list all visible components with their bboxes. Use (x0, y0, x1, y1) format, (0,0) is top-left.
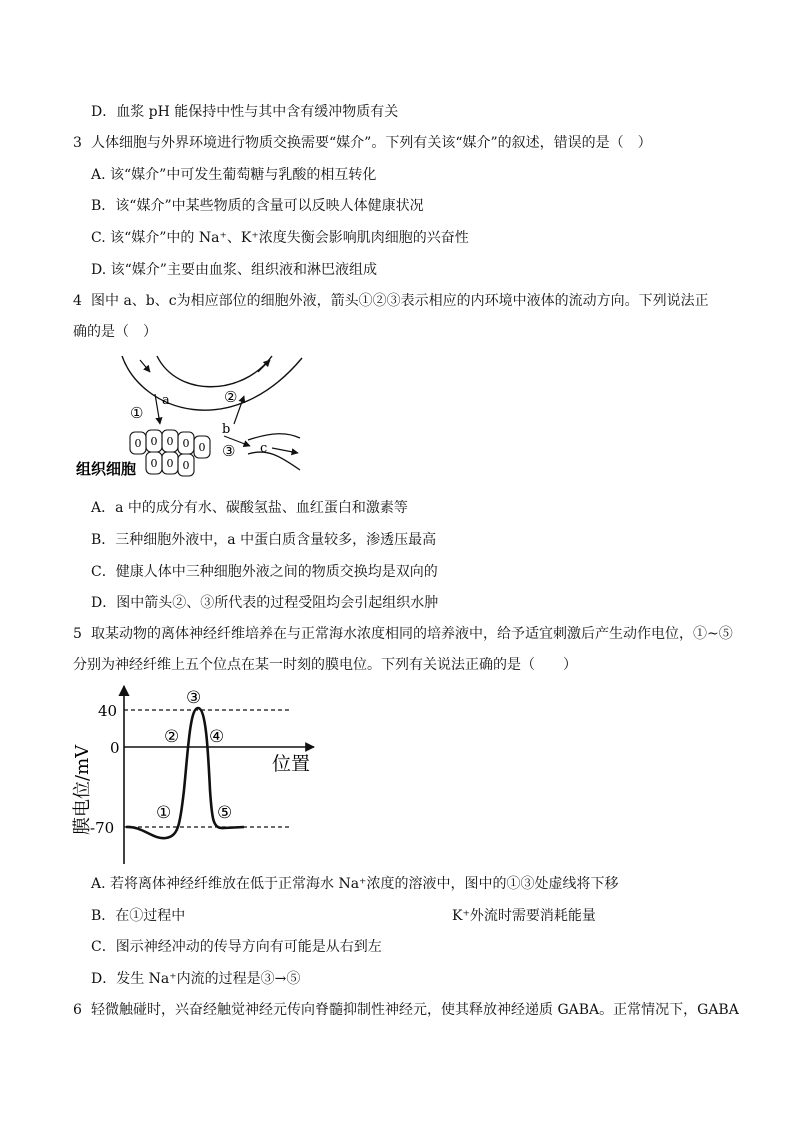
q3-option-c: C. 该“媒介”中的 Na⁺、K⁺浓度失衡会影响肌肉细胞的兴奋性 (91, 230, 469, 246)
capillary-outer-wall (122, 356, 302, 410)
lymph-vessel-lower (248, 452, 300, 470)
y-tick-0: 0 (110, 739, 120, 757)
arrow-1-label: ① (130, 404, 144, 422)
q3-stem: 人体细胞与外界环境进行物质交换需要“媒介”。下列有关该“媒介”的叙述，错误的是（ ） (91, 135, 652, 151)
blood-flow-arrow-left (140, 360, 150, 372)
capillary-inner-wall (157, 356, 272, 387)
q5-option-c: C．图示神经冲动的传导方向有可能是从右到左 (91, 939, 382, 955)
q5-figure (68, 680, 328, 870)
q5-number: 5 (73, 626, 82, 642)
q5-stem-line2: 分别为神经纤维上五个位点在某一时刻的膜电位。下列有关说法正确的是（ ） (73, 657, 577, 673)
y-tick-40: 40 (98, 702, 118, 720)
q5-stem-line1: 取某动物的离体神经纤维培养在与正常海水浓度相同的培养液中，给予适宜刺激后产生动作电位，①~⑤ (91, 626, 733, 642)
q3-option-a: A. 该“媒介”中可发生葡萄糖与乳酸的相互转化 (91, 167, 377, 183)
svg-text:0: 0 (150, 457, 158, 470)
y-axis-label: 膜电位/mV (72, 744, 93, 835)
label-b: b (222, 422, 231, 437)
q6-stem: 轻微触碰时，兴奋经触觉神经元传向脊髓抑制性神经元，使其释放神经递质 GABA。正常情况下，GABA (91, 1002, 739, 1018)
point-2: ② (164, 727, 180, 747)
q3-option-d: D. 该“媒介”主要由血浆、组织液和淋巴液组成 (91, 262, 377, 278)
cell-nuclei (135, 435, 206, 472)
point-1: ① (156, 803, 172, 823)
tissue-cell-label: 组织细胞 (76, 460, 137, 478)
q3-number: 3 (73, 135, 82, 151)
lymph-flow-arrow (272, 448, 298, 453)
point-5: ⑤ (217, 803, 233, 823)
svg-text:0: 0 (182, 437, 190, 450)
q5-option-a: A. 若将离体神经纤维放在低于正常海水 Na⁺浓度的溶液中，图中的①③处虚线将下移 (91, 876, 619, 892)
q4-option-d: D．图中箭头②、③所代表的过程受阻均会引起组织水肿 (91, 595, 439, 611)
svg-text:0: 0 (198, 441, 206, 454)
label-c: c (260, 441, 268, 456)
q4-stem-line1: 图中 a、b、c为相应部位的细胞外液，箭头①②③表示相应的内环境中液体的流动方向。下列说法正 (91, 293, 709, 309)
q4-option-c: C．健康人体中三种细胞外液之间的物质交换均是双向的 (91, 564, 438, 580)
y-tick-minus70: -70 (90, 819, 115, 837)
label-a: a (162, 393, 170, 408)
q4-number: 4 (73, 293, 82, 309)
svg-text:0: 0 (134, 437, 142, 450)
q6-number: 6 (73, 1002, 82, 1018)
q4-option-b: B．三种细胞外液中，a 中蛋白质含量较多，渗透压最高 (91, 532, 437, 548)
blood-flow-arrow-right (258, 360, 270, 372)
q4-stem-line2: 确的是（ ） (73, 324, 157, 340)
point-3: ③ (186, 688, 202, 708)
q5-option-b-left: B．在①过程中 (91, 908, 186, 924)
point-4: ④ (209, 727, 225, 747)
q4-option-a: A．a 中的成分有水、碳酸氢盐、血红蛋白和激素等 (91, 500, 408, 516)
q2-option-d: D．血浆 pH 能保持中性与其中含有缓冲物质有关 (91, 104, 399, 120)
svg-text:0: 0 (166, 457, 174, 470)
svg-text:0: 0 (166, 435, 174, 448)
arrow-3-label: ③ (222, 442, 236, 460)
arrow-2-label: ② (224, 388, 238, 406)
q4-figure (72, 352, 312, 482)
svg-text:0: 0 (182, 459, 190, 472)
lymph-vessel-upper (248, 434, 300, 440)
q3-option-b: B．该“媒介”中某些物质的含量可以反映人体健康状况 (91, 198, 424, 214)
svg-text:0: 0 (150, 435, 158, 448)
x-axis-label: 位置 (272, 753, 311, 775)
q5-option-b-right: K⁺外流时需要消耗能量 (452, 908, 596, 924)
q5-option-d: D．发生 Na⁺内流的过程是③→⑤ (91, 971, 301, 987)
